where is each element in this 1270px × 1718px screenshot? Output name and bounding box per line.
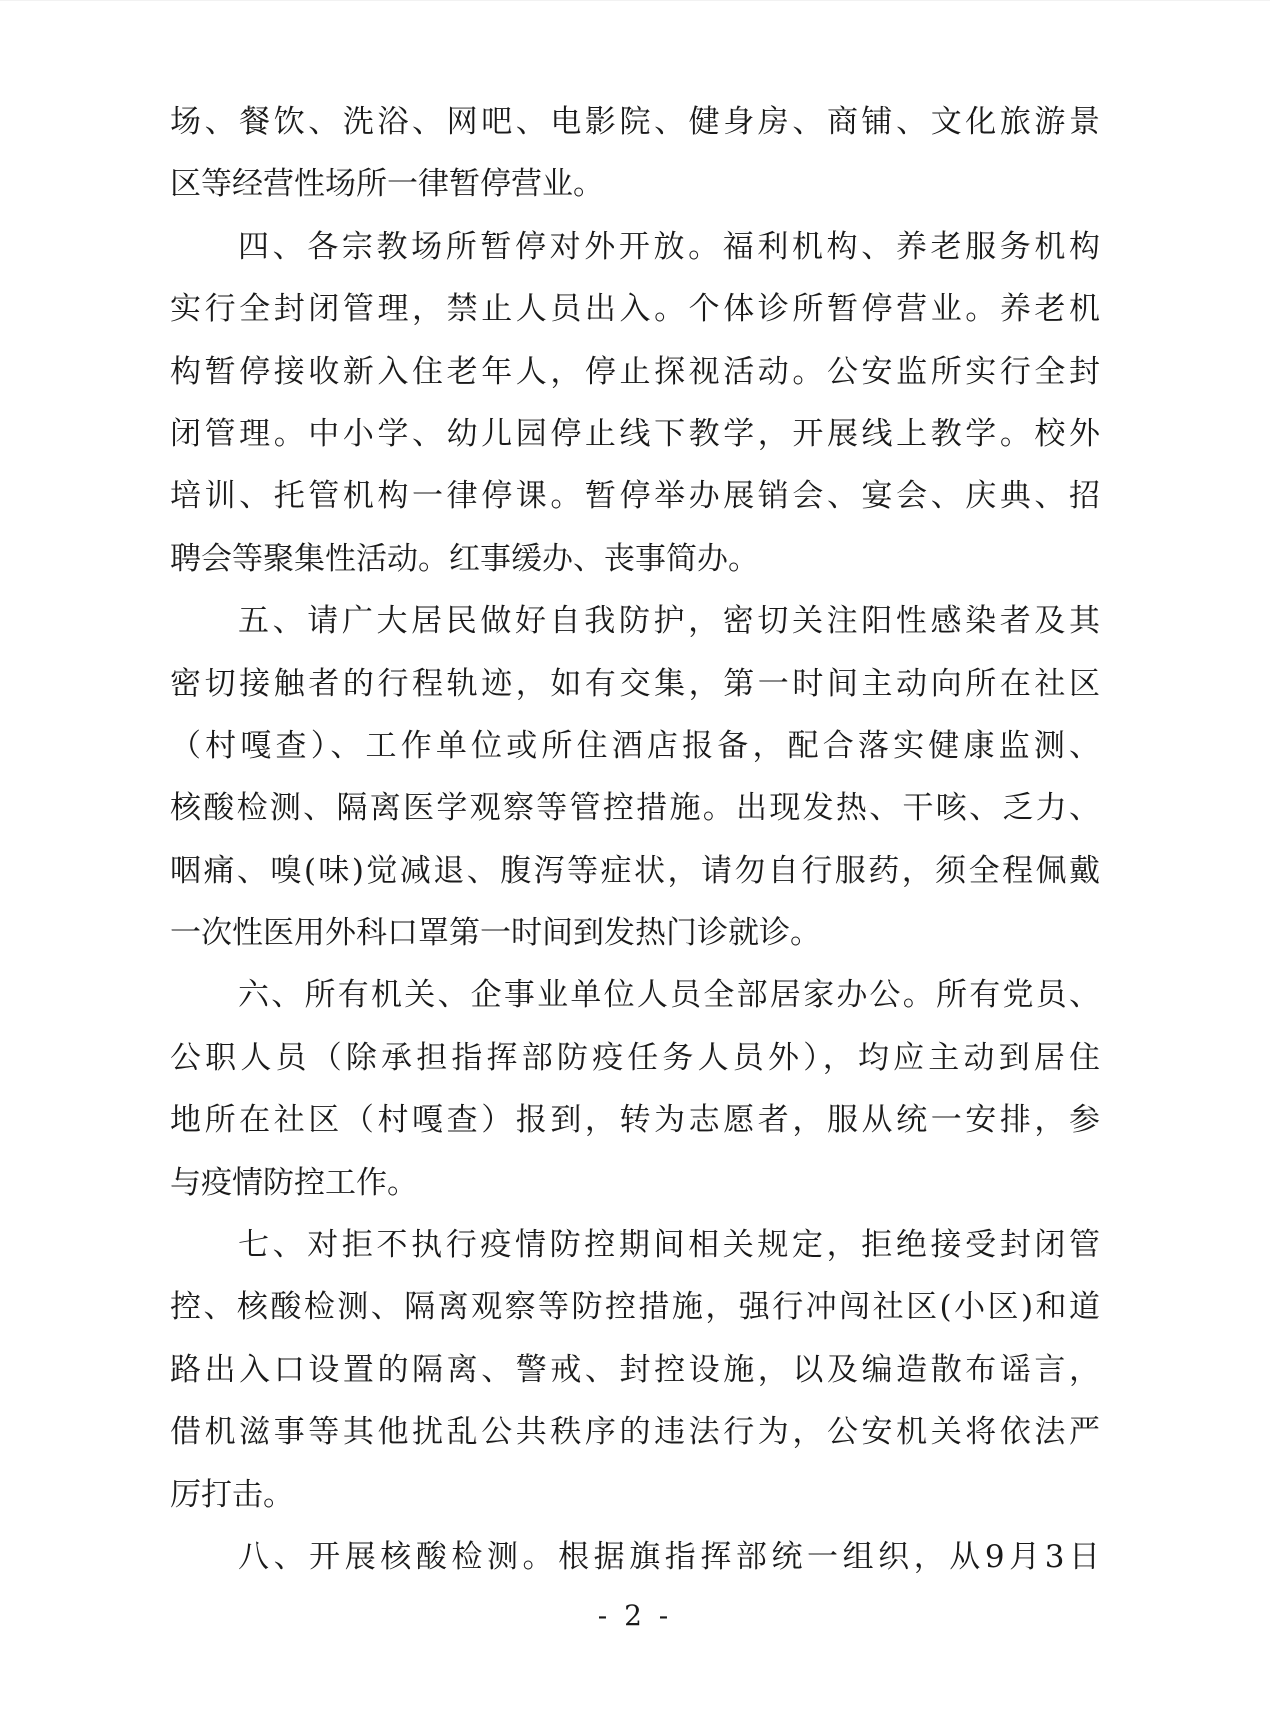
text-line: 培训、托管机构一律停课。暂停举办展销会、宴会、庆典、招 xyxy=(170,478,1100,515)
text-line: 借机滋事等其他扰乱公共秩序的违法行为，公安机关将依法严 xyxy=(170,1414,1100,1451)
text-line: 路出入口设置的隔离、警戒、封控设施，以及编造散布谣言， xyxy=(170,1351,1100,1388)
text-line: 七、对拒不执行疫情防控期间相关规定，拒绝接受封闭管 xyxy=(238,1227,1100,1264)
text-line: 与疫情防控工作。 xyxy=(170,1164,418,1201)
text-line: 闭管理。中小学、幼儿园停止线下教学，开展线上教学。校外 xyxy=(170,415,1100,452)
text-line: 场、餐饮、洗浴、网吧、电影院、健身房、商铺、文化旅游景 xyxy=(170,104,1100,140)
text-line: 六、所有机关、企事业单位人员全部居家办公。所有党员、 xyxy=(238,977,1100,1014)
text-line: 厉打击。 xyxy=(170,1476,294,1513)
text-line: 聘会等聚集性活动。红事缓办、丧事简办。 xyxy=(170,540,759,577)
text-line: 区等经营性场所一律暂停营业。 xyxy=(170,166,604,203)
text-line: 四、各宗教场所暂停对外开放。福利机构、养老服务机构 xyxy=(238,228,1100,265)
text-line: 八、开展核酸检测。根据旗指挥部统一组织，从9月3日 xyxy=(238,1538,1100,1575)
text-line: （村嘎查）、工作单位或所住酒店报备，配合落实健康监测、 xyxy=(170,727,1100,764)
page-number: - 2 - xyxy=(597,1599,673,1632)
text-line: 密切接触者的行程轨迹，如有交集，第一时间主动向所在社区 xyxy=(170,665,1100,702)
text-line: 实行全封闭管理，禁止人员出入。个体诊所暂停营业。养老机 xyxy=(170,291,1100,328)
text-line: 五、请广大居民做好自我防护，密切关注阳性感染者及其 xyxy=(238,603,1100,640)
text-line: 构暂停接收新入住老年人，停止探视活动。公安监所实行全封 xyxy=(170,353,1100,390)
text-line: 核酸检测、隔离医学观察等管控措施。出现发热、干咳、乏力、 xyxy=(170,790,1100,827)
text-line: 地所在社区（村嘎查）报到，转为志愿者，服从统一安排，参 xyxy=(170,1102,1100,1139)
text-line: 一次性医用外科口罩第一时间到发热门诊就诊。 xyxy=(170,915,821,952)
document-body xyxy=(170,91,1100,1588)
text-line: 控、核酸检测、隔离观察等防控措施，强行冲闯社区(小区)和道 xyxy=(170,1289,1100,1326)
text-line: 公职人员（除承担指挥部防疫任务人员外），均应主动到居住 xyxy=(170,1039,1100,1076)
text-line: 咽痛、嗅(味)觉减退、腹泻等症状，请勿自行服药，须全程佩戴 xyxy=(170,852,1100,889)
